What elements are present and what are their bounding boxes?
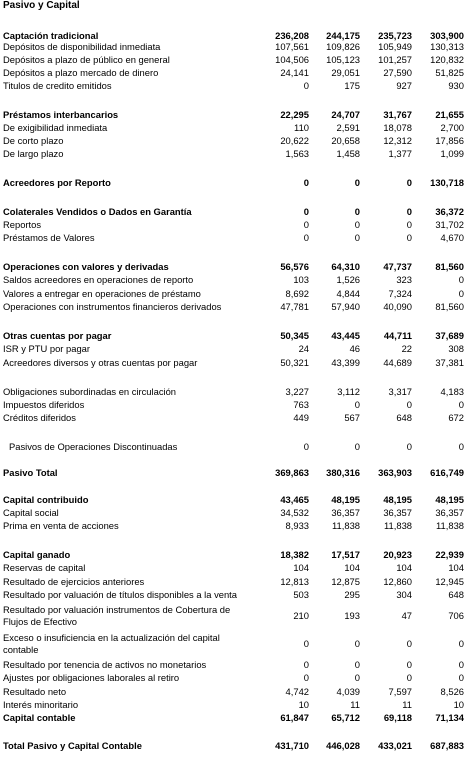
row-value: 2,700: [440, 122, 464, 133]
row-value: 0: [406, 177, 412, 188]
table-row: [0, 672, 465, 684]
row-value: 10: [298, 699, 309, 710]
table-row: [0, 576, 465, 588]
row-label: Interés minoritario: [3, 699, 79, 710]
table-row: [0, 122, 465, 134]
row-value: 0: [303, 659, 309, 670]
row-value: 369,863: [275, 467, 309, 478]
row-label: De corto plazo: [3, 135, 64, 146]
row-label: Reservas de capital: [3, 562, 86, 573]
row-value: 235,723: [378, 30, 412, 41]
row-value: 0: [406, 399, 412, 410]
row-label: Operaciones con instrumentos financieros derivados: [3, 301, 222, 312]
row-value: 0: [354, 638, 360, 649]
row-label: Pasivos de Operaciones Discontinuadas: [9, 441, 178, 452]
row-value: 37,689: [435, 330, 464, 341]
row-value: 31,767: [383, 109, 412, 120]
row-label: Acreedores diversos y otras cuentas por pagar: [3, 357, 198, 368]
row-value: 0: [458, 659, 464, 670]
row-label: ISR y PTU por pagar: [3, 343, 91, 354]
row-label: Prima en venta de acciones: [3, 520, 119, 531]
row-value: 12,860: [383, 576, 412, 587]
row-value: 56,576: [280, 261, 309, 272]
row-label: Depósitos de disponibilidad inmediata: [3, 41, 161, 52]
row-value: 44,689: [383, 357, 412, 368]
row-value: 0: [303, 219, 309, 230]
row-value: 4,670: [440, 232, 464, 243]
row-value: 1,099: [440, 148, 464, 159]
row-value: 17,856: [435, 135, 464, 146]
row-value: 0: [354, 206, 360, 217]
row-value: 3,227: [285, 386, 309, 397]
row-label: Reportos: [3, 219, 42, 230]
row-value: 0: [406, 232, 412, 243]
table-row: [0, 399, 465, 411]
row-value: 0: [354, 399, 360, 410]
table-row: [0, 177, 465, 189]
table-row: [0, 494, 465, 506]
row-label: Depósitos a plazo de público en general: [3, 54, 170, 65]
table-row: [0, 699, 465, 711]
row-value: 103: [293, 274, 309, 285]
row-value: 21,655: [435, 109, 464, 120]
row-value: 43,445: [331, 330, 360, 341]
table-row: [0, 206, 465, 218]
row-value: 71,134: [435, 712, 464, 723]
row-value: 567: [344, 412, 360, 423]
table-row: [0, 67, 465, 79]
page-title: Pasivo y Capital: [3, 0, 80, 11]
row-value: 22,295: [280, 109, 309, 120]
table-row: [0, 507, 465, 519]
row-value: 295: [344, 589, 360, 600]
table-row: [0, 261, 465, 273]
row-label: Capital contable: [3, 712, 76, 723]
row-value: 7,597: [388, 686, 412, 697]
row-value: 47,737: [383, 261, 412, 272]
row-value: 930: [448, 80, 464, 91]
row-value: 105,949: [378, 41, 412, 52]
row-label: Valores a entregar en operaciones de préstamo: [3, 288, 201, 299]
row-value: 0: [303, 206, 309, 217]
row-label: Ajustes por obligaciones laborales al retiro: [3, 672, 180, 683]
row-value: 104,506: [275, 54, 309, 65]
table-row: [0, 274, 465, 286]
row-value: 672: [448, 412, 464, 423]
row-label: Titulos de credito emitidos: [3, 80, 112, 91]
row-value: 303,900: [430, 30, 464, 41]
row-value: 31,702: [435, 219, 464, 230]
row-value: 0: [303, 638, 309, 649]
row-value: 8,526: [440, 686, 464, 697]
row-value: 48,195: [331, 494, 360, 505]
row-value: 22,939: [435, 549, 464, 560]
table-row: [0, 135, 465, 147]
row-value: 0: [303, 177, 309, 188]
table-row: [0, 41, 465, 53]
row-label: Resultado de ejercicios anteriores: [3, 576, 145, 587]
row-value: 36,357: [331, 507, 360, 518]
row-label: Impuestos diferidos: [3, 399, 85, 410]
row-label: Capital ganado: [3, 549, 71, 560]
table-row: [0, 632, 465, 656]
row-value: 1,458: [336, 148, 360, 159]
row-value: 0: [303, 232, 309, 243]
row-value: 50,345: [280, 330, 309, 341]
row-value: 47: [401, 610, 412, 621]
row-value: 1,563: [285, 148, 309, 159]
table-row: [0, 357, 465, 369]
row-value: 431,710: [275, 740, 309, 751]
row-value: 69,118: [383, 712, 412, 723]
row-value: 12,312: [383, 135, 412, 146]
row-label: Resultado neto: [3, 686, 67, 697]
row-value: 120,832: [430, 54, 464, 65]
row-value: 40,090: [383, 301, 412, 312]
row-value: 175: [344, 80, 360, 91]
table-row: [0, 659, 465, 671]
row-value: 12,875: [331, 576, 360, 587]
row-label: Préstamos de Valores: [3, 232, 95, 243]
row-label: Resultado por valuación de títulos disponibles a la venta: [3, 589, 238, 600]
table-row: [0, 301, 465, 313]
row-value: 648: [448, 589, 464, 600]
row-value: 763: [293, 399, 309, 410]
row-value: 244,175: [326, 30, 360, 41]
row-value: 37,381: [435, 357, 464, 368]
table-row: [0, 80, 465, 92]
row-label: Total Pasivo y Capital Contable: [3, 740, 142, 751]
table-row: [0, 386, 465, 398]
row-label: Resultado por tenencia de activos no monetarios: [3, 659, 207, 670]
row-value: 61,847: [280, 712, 309, 723]
row-value: 104: [293, 562, 309, 573]
row-value: 0: [406, 219, 412, 230]
row-value: 0: [458, 672, 464, 683]
row-value: 8,933: [285, 520, 309, 531]
row-value: 36,357: [435, 507, 464, 518]
row-value: 1,526: [336, 274, 360, 285]
row-label: Captación tradicional: [3, 30, 99, 41]
row-value: 18,078: [383, 122, 412, 133]
row-value: 446,028: [326, 740, 360, 751]
row-value: 4,844: [336, 288, 360, 299]
row-value: 0: [354, 177, 360, 188]
row-value: 81,560: [435, 301, 464, 312]
row-value: 8,692: [285, 288, 309, 299]
row-label: Créditos diferidos: [3, 412, 76, 423]
row-value: 27,590: [383, 67, 412, 78]
row-value: 130,718: [430, 177, 464, 188]
row-value: 449: [293, 412, 309, 423]
row-label: Acreedores por Reporto: [3, 177, 111, 188]
row-value: 17,517: [331, 549, 360, 560]
row-value: 433,021: [378, 740, 412, 751]
row-value: 104: [344, 562, 360, 573]
row-value: 81,560: [435, 261, 464, 272]
row-value: 20,622: [280, 135, 309, 146]
row-value: 927: [396, 80, 412, 91]
row-value: 34,532: [280, 507, 309, 518]
row-value: 0: [458, 638, 464, 649]
row-value: 616,749: [430, 467, 464, 478]
table-row: [0, 441, 465, 453]
table-row: [0, 412, 465, 424]
row-value: 503: [293, 589, 309, 600]
row-value: 24: [298, 343, 309, 354]
row-value: 20,658: [331, 135, 360, 146]
row-label: Exceso o insuficiencia en la actualización del capital contable: [3, 632, 220, 655]
row-label: De exigibilidad inmediata: [3, 122, 108, 133]
row-value: 11: [402, 699, 412, 710]
row-value: 0: [303, 80, 309, 91]
row-value: 4,742: [285, 686, 309, 697]
row-value: 36,357: [383, 507, 412, 518]
table-row: [0, 520, 465, 532]
row-value: 648: [396, 412, 412, 423]
row-value: 0: [458, 288, 464, 299]
table-row: [0, 54, 465, 66]
row-value: 50,321: [280, 357, 309, 368]
row-value: 4,183: [440, 386, 464, 397]
row-value: 109,826: [326, 41, 360, 52]
row-value: 11,838: [384, 520, 412, 531]
row-value: 3,112: [337, 386, 360, 397]
row-value: 210: [293, 610, 309, 621]
row-label: Colaterales Vendidos o Dados en Garantía: [3, 206, 192, 217]
row-label: Capital contribuido: [3, 494, 89, 505]
row-value: 12,945: [435, 576, 464, 587]
row-value: 48,195: [435, 494, 464, 505]
row-value: 1,377: [388, 148, 412, 159]
row-value: 687,883: [430, 740, 464, 751]
table-row: [0, 219, 465, 231]
row-value: 380,316: [326, 467, 360, 478]
row-value: 0: [354, 672, 360, 683]
row-value: 0: [406, 206, 412, 217]
row-value: 0: [406, 441, 412, 452]
row-value: 110: [294, 122, 309, 133]
row-value: 12,813: [280, 576, 309, 587]
table-row: [0, 562, 465, 574]
row-value: 363,903: [378, 467, 412, 478]
table-row: [0, 330, 465, 342]
row-value: 47,781: [280, 301, 309, 312]
row-value: 65,712: [331, 712, 360, 723]
row-value: 2,591: [336, 122, 360, 133]
table-row: [0, 288, 465, 300]
table-row: [0, 589, 465, 601]
row-value: 706: [448, 610, 464, 621]
row-value: 36,372: [435, 206, 464, 217]
row-value: 193: [344, 610, 360, 621]
row-value: 64,310: [331, 261, 360, 272]
row-value: 308: [448, 343, 464, 354]
row-value: 0: [406, 659, 412, 670]
row-value: 0: [303, 441, 309, 452]
row-value: 0: [458, 441, 464, 452]
row-value: 11,838: [436, 520, 464, 531]
row-label: Préstamos interbancarios: [3, 109, 119, 120]
row-value: 43,399: [331, 357, 360, 368]
row-label: De largo plazo: [3, 148, 64, 159]
table-row: [0, 604, 465, 628]
row-label: Capital social: [3, 507, 59, 518]
row-value: 57,940: [331, 301, 360, 312]
row-value: 0: [303, 672, 309, 683]
row-value: 46: [349, 343, 360, 354]
table-row: [0, 232, 465, 244]
row-value: 0: [406, 672, 412, 683]
table-row: [0, 549, 465, 561]
table-row: [0, 148, 465, 160]
table-row: [0, 109, 465, 121]
row-value: 18,382: [280, 549, 309, 560]
row-value: 51,825: [435, 67, 464, 78]
row-value: 20,923: [383, 549, 412, 560]
row-value: 24,141: [280, 67, 309, 78]
row-value: 0: [458, 274, 464, 285]
row-value: 130,313: [430, 41, 464, 52]
row-label: Operaciones con valores y derivadas: [3, 261, 169, 272]
row-value: 22: [401, 343, 412, 354]
row-label: Resultado por valuación instrumentos de Cobertura de Flujos de Efectivo: [3, 604, 231, 627]
row-value: 105,123: [326, 54, 360, 65]
table-row: [0, 740, 465, 752]
row-value: 0: [354, 441, 360, 452]
row-label: Saldos acreedores en operaciones de reporto: [3, 274, 194, 285]
row-value: 107,561: [275, 41, 309, 52]
row-value: 7,324: [388, 288, 412, 299]
row-value: 104: [448, 562, 464, 573]
row-label: Otras cuentas por pagar: [3, 330, 112, 341]
table-row: [0, 467, 465, 479]
row-value: 24,707: [331, 109, 360, 120]
row-value: 3,317: [388, 386, 412, 397]
row-value: 101,257: [378, 54, 412, 65]
row-value: 0: [406, 638, 412, 649]
row-value: 44,711: [383, 330, 412, 341]
table-row: [0, 686, 465, 698]
row-value: 48,195: [383, 494, 412, 505]
row-label: Obligaciones subordinadas en circulación: [3, 386, 177, 397]
row-value: 236,208: [275, 30, 309, 41]
row-value: 323: [396, 274, 412, 285]
row-value: 104: [396, 562, 412, 573]
row-label: Pasivo Total: [3, 467, 58, 478]
row-value: 4,039: [336, 686, 360, 697]
row-value: 10: [453, 699, 464, 710]
table-row: [0, 343, 465, 355]
row-label: Depósitos a plazo mercado de dinero: [3, 67, 159, 78]
row-value: 0: [354, 659, 360, 670]
row-value: 43,465: [280, 494, 309, 505]
row-value: 29,051: [331, 67, 360, 78]
row-value: 11: [350, 699, 360, 710]
table-row: [0, 712, 465, 724]
row-value: 11,838: [332, 520, 360, 531]
row-value: 0: [458, 399, 464, 410]
row-value: 0: [354, 232, 360, 243]
row-value: 304: [396, 589, 412, 600]
row-value: 0: [354, 219, 360, 230]
